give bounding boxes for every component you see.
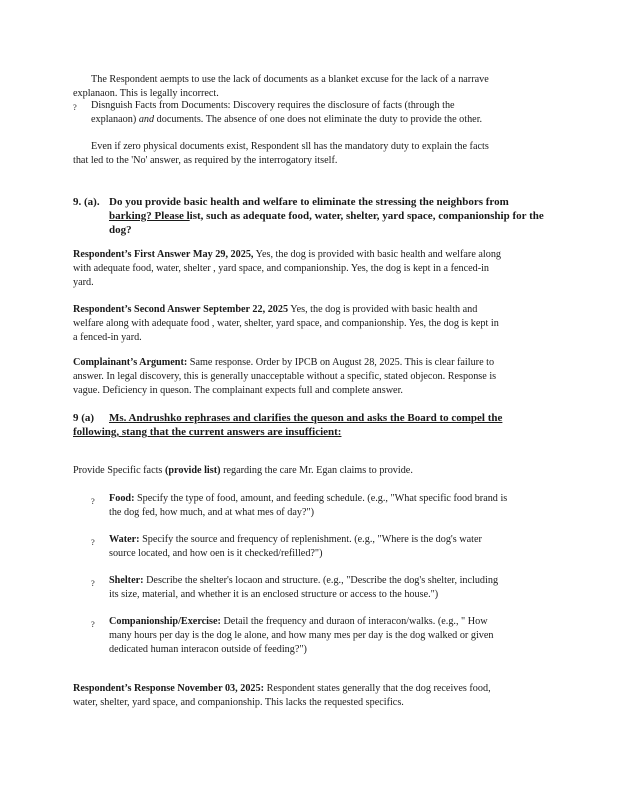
care-item-line <box>109 574 565 588</box>
intro-line-2: explanaon. This is legally incorrect. <box>73 88 219 99</box>
argument-line-3: vague. Deficiency in queson. The complainant expects full and complete answer. <box>73 385 403 396</box>
duty-line-1: Even if zero physical documents exist, Respondent sll has the mandatory duty to explain the facts <box>91 141 489 152</box>
rephrase-line-2: following, stang that the current answers are insufficient: <box>73 426 342 438</box>
first-answer-line-3: yard. <box>73 277 94 288</box>
intro-bullet <box>91 99 561 127</box>
care-item-line <box>109 533 565 547</box>
care-item-companionship <box>109 615 565 657</box>
question-underlined: barking? Please l <box>109 210 190 222</box>
answer-label: Respondent’s Second Answer <box>73 304 201 315</box>
rephrase-number: 9 (a) <box>73 412 95 424</box>
provide-text: regarding the care Mr. Egan claims to provide. <box>220 465 413 476</box>
provide-text: Provide Specific facts <box>73 465 165 476</box>
duty-line-2: that led to the 'No' answer, as required by the interrogatory itself. <box>73 155 338 166</box>
care-item-text: Specify the source and frequency of replenishment. (e.g., "Where is the dog's water <box>139 534 482 545</box>
complainant-argument <box>73 356 563 398</box>
care-item-label: Companionship/Exercise: <box>109 616 221 627</box>
care-item-line <box>109 615 565 629</box>
question-line-2 <box>109 209 564 223</box>
intro-bullet-text: documents. The absence of one does not eliminate the duty to provide the other. <box>154 114 483 125</box>
question-line-3: dog? <box>109 224 132 236</box>
intro-paragraph <box>73 73 563 101</box>
provide-bold: (provide list) <box>164 465 221 476</box>
answer-date: September 22, 2025 <box>203 304 289 315</box>
care-item-line: the dog fed, how much, and at what mes of day?") <box>109 507 315 518</box>
answer-text: Yes, the dog is provided with basic health and <box>288 304 478 315</box>
second-answer-line-3: a fenced-in yard. <box>73 332 142 343</box>
first-answer-line-2: with adequate food, water, shelter , yard space, and companionship. Yes, the dog is kept in a fenced-in <box>73 263 490 274</box>
care-item-shelter <box>109 574 565 602</box>
question-text <box>109 195 564 237</box>
care-item-line: dedicated human interacon outside of feeding?") <box>109 644 307 655</box>
bullet-marker: ? <box>91 537 95 547</box>
intro-bullet-line-1: Disnguish Facts from Documents: Discovery requires the disclosure of facts (through the <box>91 100 455 111</box>
care-item-line: source located, and how oen is it checked/refilled?") <box>109 548 323 559</box>
argument-line-1 <box>73 356 563 370</box>
first-answer <box>73 248 563 290</box>
care-item-line <box>109 492 565 506</box>
intro-bullet-italic: and <box>138 114 155 125</box>
intro-line-1: The Respondent aempts to use the lack of documents as a blanket excuse for the lack of a narrave <box>91 74 489 85</box>
care-item-line: many hours per day is the dog le alone, and how many mes per day is the dog walked or given <box>109 630 494 641</box>
response-label: Respondent’s Response November 03, 2025: <box>73 683 265 694</box>
answer-label: Respondent’s First Answer <box>73 249 191 260</box>
answer-text: Yes, the dog is provided with basic health and welfare along <box>253 249 502 260</box>
bullet-marker: ? <box>91 578 95 588</box>
care-item-label: Water: <box>109 534 140 545</box>
care-item-label: Shelter: <box>109 575 144 586</box>
intro-bullet-text: explanaon) <box>91 114 139 125</box>
answer-date: May 29, 2025, <box>192 249 254 260</box>
response-line-2: water, shelter, yard space, and companionship. This lacks the requested specifics. <box>73 697 404 708</box>
rephrase-line-1: Ms. Andrushko rephrases and clarifies the queson and asks the Board to compel the <box>109 412 503 424</box>
question-number: 9. (a). <box>73 196 100 208</box>
second-answer-line-1 <box>73 303 563 317</box>
response-november <box>73 682 565 710</box>
care-item-text: Describe the shelter's locaon and structure. (e.g., "Describe the dog's shelter, including <box>143 575 499 586</box>
care-item-text: Specify the type of food, amount, and feeding schedule. (e.g., "What specific food brand is <box>134 493 508 504</box>
intro-duty-paragraph <box>73 140 563 168</box>
bullet-marker: ? <box>91 619 95 629</box>
care-item-label: Food: <box>109 493 135 504</box>
rephrase-heading <box>73 411 565 439</box>
argument-text: Same response. Order by IPCB on August 28, 2025. This is clear failure to <box>187 357 495 368</box>
care-item-water <box>109 533 565 561</box>
first-answer-line-1 <box>73 248 563 262</box>
care-item-text: Detail the frequency and duraon of interacon/walks. (e.g., " How <box>220 616 488 627</box>
question-line-1: Do you provide basic health and welfare to eliminate the stressing the neighbors from <box>109 196 509 208</box>
argument-line-2: answer. In legal discovery, this is generally unacceptable without a specific, stated objecon. Response is <box>73 371 497 382</box>
intro-bullet-line-2 <box>91 113 561 127</box>
second-answer-line-2: welfare along with adequate food , water, shelter, yard space, and companionship. Yes, the dog is kept in <box>73 318 499 329</box>
bullet-marker: ? <box>91 496 95 506</box>
care-item-food <box>109 492 565 520</box>
response-line-1 <box>73 682 565 696</box>
question-text-rest: ist, such as adequate food, water, shelter, yard space, companionship for the <box>189 210 544 222</box>
care-item-line: its size, material, and whether it is an enclosed structure or access to the house.") <box>109 589 439 600</box>
bullet-marker: ? <box>73 102 77 112</box>
argument-label: Complainant’s Argument: <box>73 357 188 368</box>
provide-facts-line <box>73 464 563 478</box>
second-answer <box>73 303 563 345</box>
response-text: Respondent states generally that the dog receives food, <box>264 683 491 694</box>
